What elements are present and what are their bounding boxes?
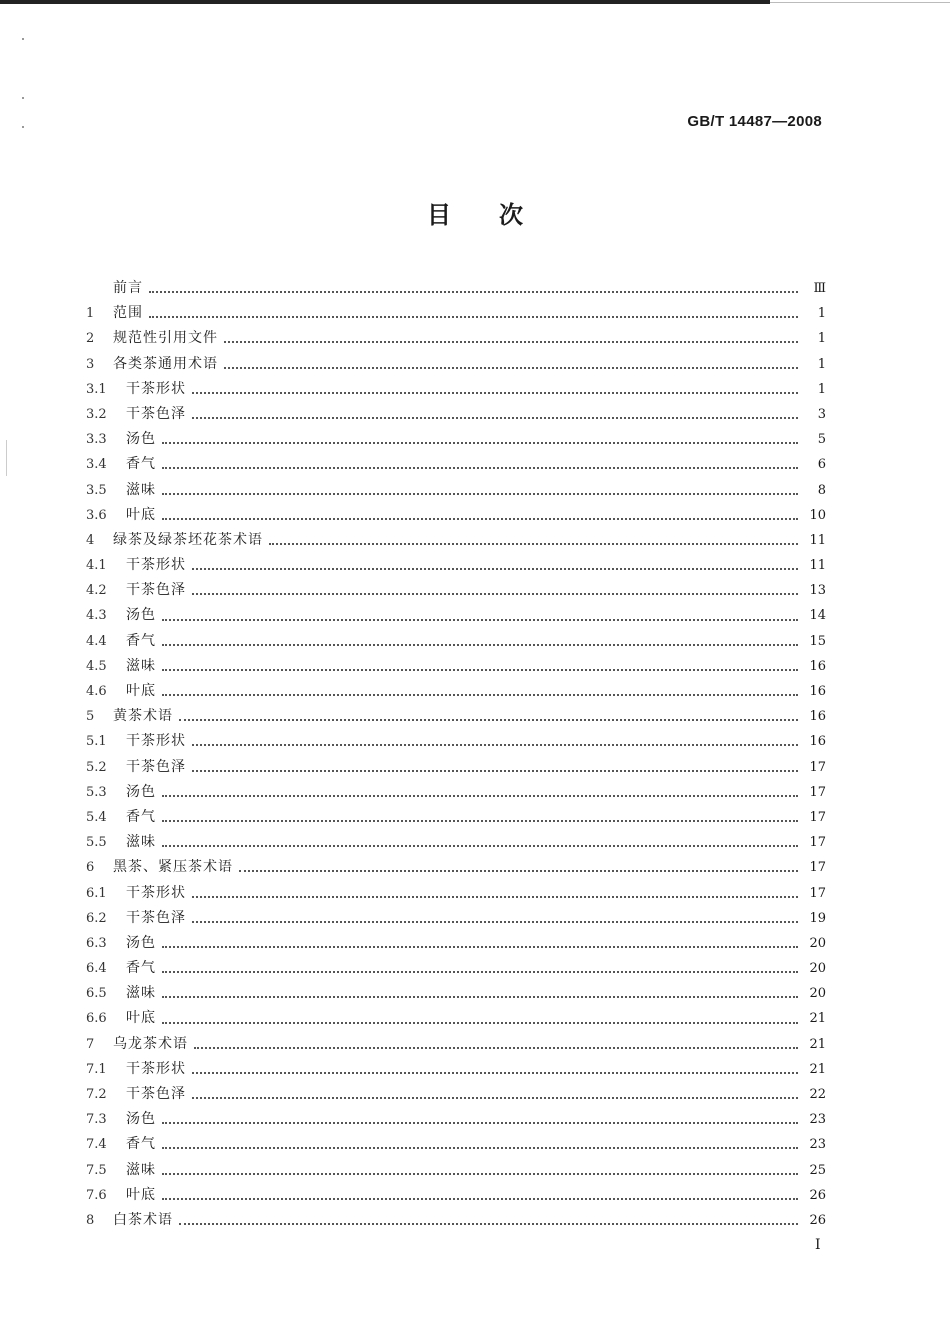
toc-entry-number: 6	[86, 860, 95, 876]
toc-entry-number: 7.2	[86, 1087, 107, 1102]
toc-entry[interactable]	[86, 1107, 826, 1132]
toc-entry-label: 干茶形状	[126, 380, 186, 397]
toc-entry[interactable]	[86, 805, 826, 830]
toc-entry-page: 13	[809, 583, 826, 599]
toc-entry-number: 5	[86, 709, 95, 725]
toc-entry-number: 7.1	[86, 1061, 107, 1077]
toc-entry-label: 汤色	[126, 1111, 156, 1128]
toc-entry[interactable]	[86, 427, 826, 452]
toc-entry-page: 8	[817, 482, 826, 498]
toc-entry[interactable]	[86, 578, 826, 603]
toc-dot-leader	[224, 366, 798, 369]
toc-dot-leader	[162, 844, 798, 847]
toc-dot-leader	[192, 1096, 798, 1099]
scan-speck	[22, 126, 24, 128]
toc-entry-page: 1	[817, 306, 826, 322]
toc-dot-leader	[162, 945, 798, 948]
toc-entry-page: 17	[809, 784, 826, 800]
toc-dot-leader	[162, 995, 798, 998]
toc-dot-leader	[192, 895, 798, 898]
toc-entry-label: 干茶色泽	[126, 405, 186, 422]
toc-dot-leader	[269, 542, 798, 545]
toc-entry-label: 规范性引用文件	[113, 330, 218, 347]
toc-entry[interactable]	[86, 553, 826, 578]
toc-entry[interactable]	[86, 352, 826, 377]
page-number: I	[815, 1237, 821, 1253]
toc-entry[interactable]	[86, 830, 826, 855]
toc-entry[interactable]	[86, 906, 826, 931]
toc-entry-page: 20	[809, 961, 826, 977]
toc-entry[interactable]	[86, 1132, 826, 1157]
toc-entry-number: 3	[86, 356, 95, 372]
toc-entry-number: 3.1	[86, 381, 107, 397]
toc-entry-label: 香气	[126, 632, 156, 649]
toc-entry-page: 5	[817, 432, 826, 448]
toc-entry[interactable]	[86, 654, 826, 679]
toc-entry-page: 1	[817, 331, 826, 347]
toc-dot-leader	[162, 441, 798, 444]
toc-entry[interactable]	[86, 729, 826, 754]
toc-entry-number: 4.5	[86, 658, 107, 674]
toc-entry-page: 14	[809, 608, 826, 624]
toc-entry-label: 香气	[126, 808, 156, 825]
toc-entry[interactable]	[86, 603, 826, 628]
toc-entry-page: 17	[809, 835, 826, 851]
toc-dot-leader	[192, 1071, 798, 1074]
toc-entry-number: 6.5	[86, 986, 107, 1002]
toc-entry-number: 8	[86, 1212, 95, 1228]
toc-entry-label: 干茶色泽	[126, 582, 186, 599]
toc-entry-number: 7.3	[86, 1112, 107, 1128]
toc-entry-number: 7.4	[86, 1137, 107, 1153]
toc-entry-label: 滋味	[126, 985, 156, 1002]
toc-entry-page: 21	[809, 1036, 826, 1052]
toc-entry-number: 4.1	[86, 558, 107, 574]
toc-dot-leader	[192, 592, 798, 595]
toc-dot-leader	[162, 1146, 798, 1149]
toc-entry-label: 干茶形状	[126, 733, 186, 750]
toc-dot-leader	[192, 743, 798, 746]
toc-dot-leader	[162, 1172, 798, 1175]
toc-entry-page: 16	[809, 684, 826, 699]
toc-dot-leader	[162, 794, 798, 797]
toc-entry[interactable]	[86, 1082, 826, 1107]
toc-dot-leader	[194, 1046, 798, 1049]
toc-entry-page: 21	[809, 1061, 826, 1077]
toc-entry-number: 3.5	[86, 482, 107, 498]
toc-entry-label: 各类茶通用术语	[113, 355, 218, 372]
toc-entry-page: 23	[809, 1112, 826, 1128]
toc-dot-leader	[192, 567, 798, 570]
toc-entry-page: Ⅲ	[813, 281, 826, 296]
toc-entry[interactable]	[86, 377, 826, 402]
toc-entry-label: 干茶形状	[126, 557, 186, 574]
toc-entry[interactable]	[86, 452, 826, 477]
toc-entry-label: 绿茶及绿茶坯花茶术语	[113, 531, 263, 548]
toc-entry[interactable]	[86, 402, 826, 427]
toc-entry-label: 干茶形状	[126, 1060, 186, 1077]
toc-entry-number: 2	[86, 331, 95, 347]
toc-dot-leader	[224, 340, 798, 343]
table-of-contents	[86, 276, 826, 1233]
toc-entry-number: 6.2	[86, 910, 107, 926]
toc-entry-number: 7	[86, 1036, 95, 1052]
toc-entry[interactable]	[86, 478, 826, 503]
toc-entry-label: 汤色	[126, 934, 156, 951]
toc-entry-number: 6.1	[86, 885, 107, 901]
toc-dot-leader	[192, 391, 798, 394]
toc-entry-page: 22	[809, 1087, 826, 1102]
toc-entry-label: 乌龙茶术语	[113, 1035, 188, 1052]
toc-entry-label: 黑茶、紧压茶术语	[113, 859, 233, 876]
top-border-rule	[0, 0, 770, 4]
toc-entry-number: 3.2	[86, 406, 107, 422]
toc-entry-label: 香气	[126, 456, 156, 473]
toc-entry-label: 汤色	[126, 783, 156, 800]
toc-entry[interactable]	[86, 1208, 826, 1233]
toc-entry-label: 滋味	[126, 481, 156, 498]
toc-entry-page: 1	[817, 356, 826, 372]
toc-entry-page: 21	[809, 1011, 826, 1027]
toc-entry-label: 范围	[113, 305, 143, 322]
toc-entry-label: 干茶色泽	[126, 758, 186, 775]
toc-entry-label: 叶底	[126, 683, 156, 699]
toc-entry-label: 滋味	[126, 834, 156, 851]
toc-dot-leader	[192, 920, 798, 923]
toc-dot-leader	[192, 769, 798, 772]
toc-entry[interactable]	[86, 503, 826, 528]
toc-entry-label: 前言	[113, 280, 143, 296]
toc-dot-leader	[162, 618, 798, 621]
toc-entry[interactable]	[86, 981, 826, 1006]
toc-entry-label: 干茶色泽	[126, 909, 186, 926]
toc-entry-page: 20	[809, 986, 826, 1002]
toc-dot-leader	[162, 492, 798, 495]
toc-entry-label: 香气	[126, 1136, 156, 1153]
toc-entry-number: 6.3	[86, 935, 107, 951]
toc-entry-page: 20	[809, 935, 826, 951]
toc-entry[interactable]	[86, 855, 826, 880]
toc-entry-page: 26	[809, 1212, 826, 1228]
toc-dot-leader	[162, 643, 798, 646]
toc-entry-number: 5.4	[86, 809, 107, 825]
toc-dot-leader	[162, 517, 798, 520]
toc-entry-number: 5.1	[86, 734, 107, 750]
page-title: 目次	[427, 201, 571, 229]
toc-entry[interactable]	[86, 679, 826, 704]
toc-entry[interactable]	[86, 1057, 826, 1082]
toc-entry[interactable]	[86, 704, 826, 729]
toc-dot-leader	[162, 1021, 798, 1024]
toc-dot-leader	[149, 290, 798, 293]
toc-entry-page: 23	[809, 1137, 826, 1153]
toc-entry[interactable]	[86, 528, 826, 553]
toc-entry-page: 10	[809, 507, 826, 523]
toc-entry-number: 3.3	[86, 432, 107, 448]
toc-dot-leader	[192, 416, 798, 419]
toc-entry-page: 17	[809, 759, 826, 775]
toc-entry-number: 4	[86, 532, 95, 548]
toc-entry-number: 3.4	[86, 457, 107, 473]
toc-dot-leader	[149, 315, 798, 318]
toc-entry[interactable]	[86, 1158, 826, 1183]
document-code: GB/T 14487—2008	[687, 113, 822, 130]
toc-entry[interactable]	[86, 956, 826, 981]
toc-entry[interactable]	[86, 780, 826, 805]
toc-entry-number: 6.4	[86, 961, 107, 977]
toc-entry-number: 1	[86, 306, 95, 322]
toc-entry[interactable]	[86, 326, 826, 351]
toc-entry-label: 汤色	[126, 607, 156, 624]
toc-entry-number: 4.2	[86, 583, 107, 599]
toc-entry-label: 滋味	[126, 657, 156, 674]
toc-entry-label: 黄茶术语	[113, 708, 173, 725]
toc-entry[interactable]	[86, 755, 826, 780]
toc-entry[interactable]	[86, 301, 826, 326]
toc-entry-page: 19	[809, 910, 826, 926]
toc-entry-page: 16	[809, 709, 826, 725]
toc-entry-label: 滋味	[126, 1161, 156, 1178]
toc-entry-page: 16	[809, 658, 826, 674]
toc-entry[interactable]	[86, 931, 826, 956]
toc-entry-label: 叶底	[126, 1010, 156, 1027]
toc-dot-leader	[162, 970, 798, 973]
toc-entry-page: 17	[809, 809, 826, 825]
toc-entry-number: 4.6	[86, 684, 107, 699]
binding-mark	[6, 440, 7, 476]
toc-entry[interactable]	[86, 1183, 826, 1208]
scan-speck	[22, 97, 24, 99]
toc-entry-label: 白茶术语	[113, 1211, 173, 1228]
toc-entry-number: 4.3	[86, 608, 107, 624]
toc-entry-number: 6.6	[86, 1011, 107, 1027]
toc-dot-leader	[162, 1121, 798, 1124]
toc-dot-leader	[162, 466, 798, 469]
toc-entry-label: 香气	[126, 960, 156, 977]
toc-entry-number: 5.3	[86, 784, 107, 800]
toc-entry-label: 干茶形状	[126, 884, 186, 901]
toc-dot-leader	[239, 869, 798, 872]
toc-entry-label: 叶底	[126, 506, 156, 523]
toc-entry[interactable]	[86, 1006, 826, 1031]
toc-dot-leader	[162, 668, 798, 671]
toc-entry-number: 7.5	[86, 1162, 107, 1178]
toc-entry-page: 26	[809, 1187, 826, 1203]
toc-entry[interactable]	[86, 276, 826, 301]
toc-entry-number: 7.6	[86, 1187, 107, 1203]
toc-entry[interactable]	[86, 881, 826, 906]
toc-entry-page: 15	[809, 633, 826, 649]
toc-entry-page: 17	[809, 885, 826, 901]
toc-entry-page: 3	[817, 406, 826, 422]
top-border-rule-faint	[770, 2, 950, 3]
toc-entry[interactable]	[86, 629, 826, 654]
toc-dot-leader	[179, 718, 798, 721]
toc-dot-leader	[162, 693, 798, 696]
toc-entry-label: 干茶色泽	[126, 1086, 186, 1102]
scan-speck	[22, 38, 24, 40]
toc-dot-leader	[179, 1222, 798, 1225]
toc-entry-page: 25	[809, 1162, 826, 1178]
toc-entry-label: 汤色	[126, 431, 156, 448]
toc-dot-leader	[162, 819, 798, 822]
toc-entry-number: 4.4	[86, 633, 107, 649]
toc-entry-page: 1	[817, 381, 826, 397]
toc-entry-page: 17	[809, 860, 826, 876]
toc-entry-number: 5.5	[86, 835, 107, 851]
toc-entry-page: 11	[809, 558, 826, 574]
toc-entry-page: 16	[809, 734, 826, 750]
toc-entry-label: 叶底	[126, 1186, 156, 1203]
toc-dot-leader	[162, 1197, 798, 1200]
toc-entry-page: 11	[809, 532, 826, 548]
toc-entry-page: 6	[817, 457, 826, 473]
toc-entry-number: 5.2	[86, 759, 107, 775]
toc-entry-number: 3.6	[86, 507, 107, 523]
toc-entry[interactable]	[86, 1032, 826, 1057]
